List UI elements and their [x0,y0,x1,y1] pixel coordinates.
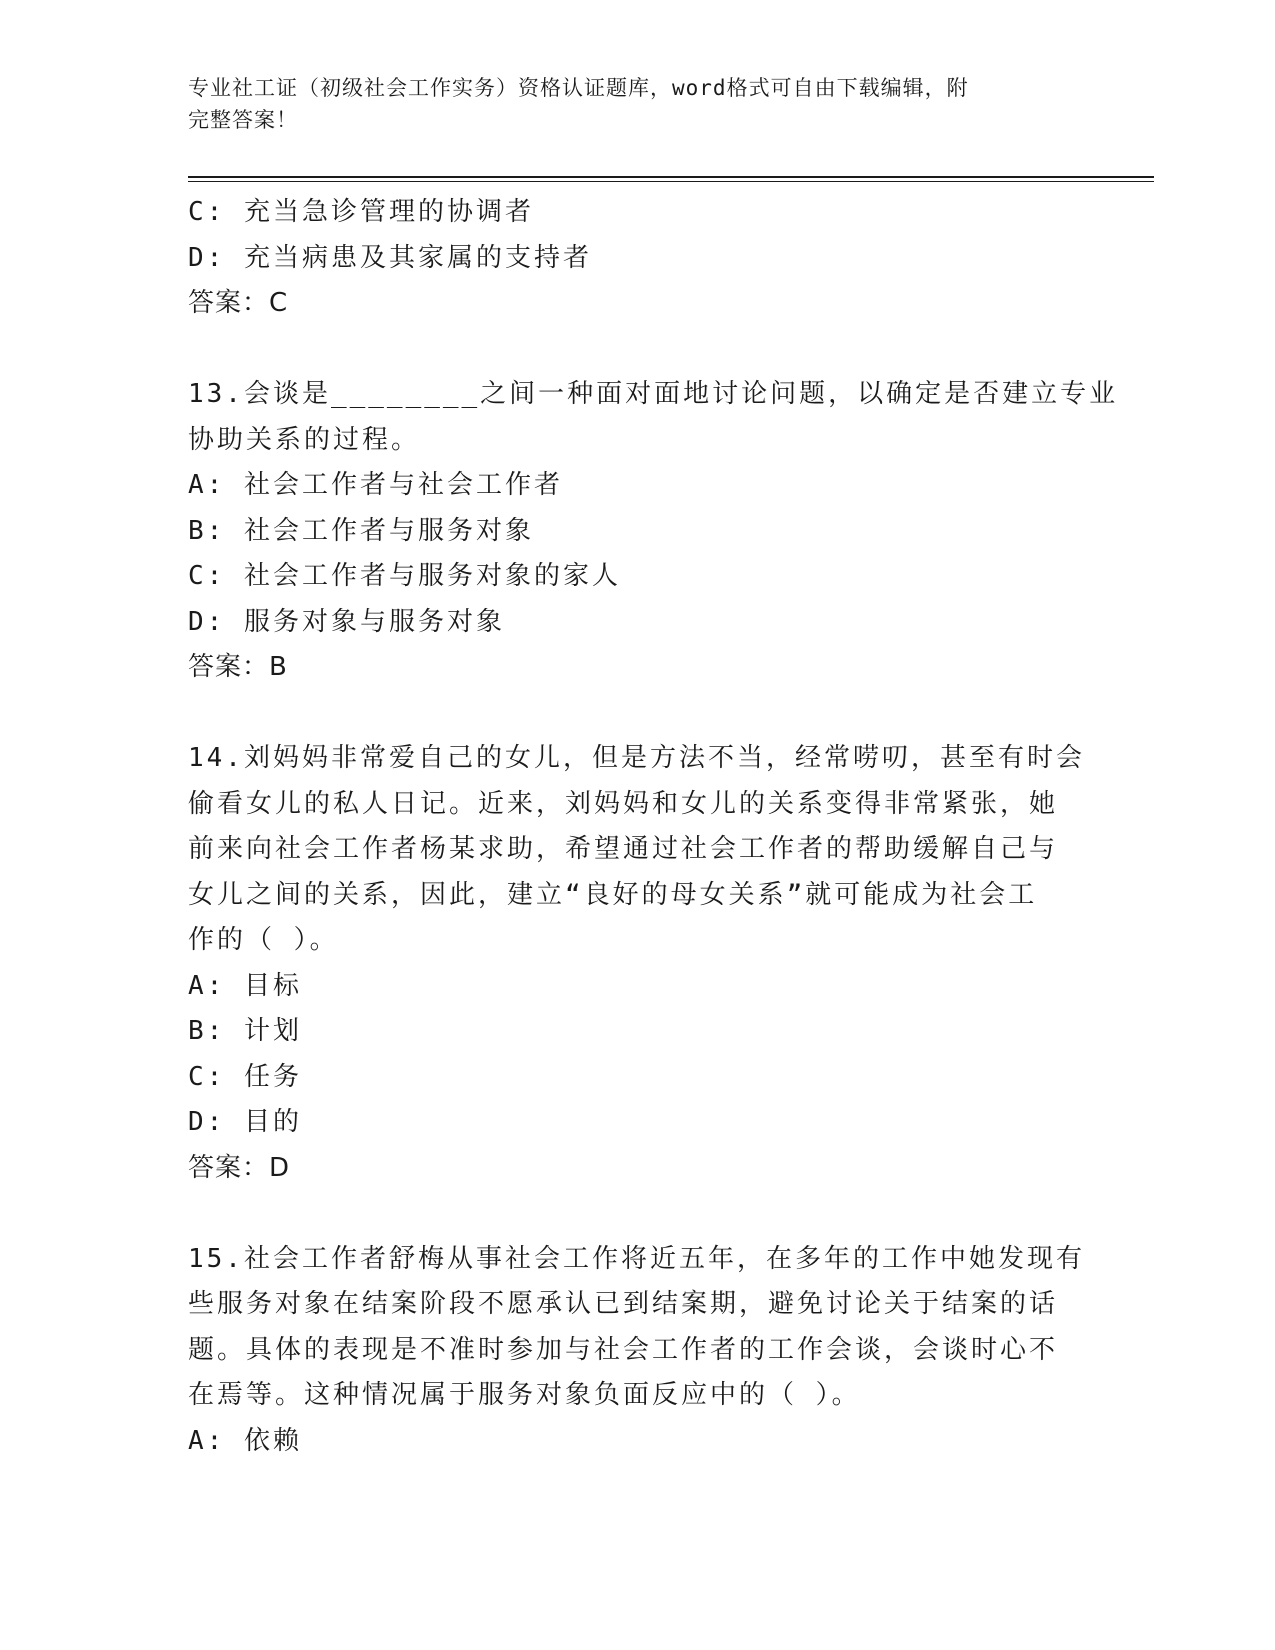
header-line-1: 专业社工证（初级社会工作实务）资格认证题库，word格式可自由下载编辑，附 [188,76,969,100]
option-a: A: 社会工作者与社会工作者 [188,470,563,500]
stem-line: 在焉等。这种情况属于服务对象负面反应中的（ ）。 [188,1380,861,1410]
option-c: C: 任务 [188,1061,302,1092]
answer-line: 答案：C [188,288,289,318]
stem-line: 14.刘妈妈非常爱自己的女儿，但是方法不当，经常唠叨，甚至有时会 [188,743,1085,773]
spacer [188,1191,1088,1237]
header-rule-thick [188,176,1154,178]
answer-line: 答案：B [188,652,288,682]
stem-line: 前来向社会工作者杨某求助，希望通过社会工作者的帮助缓解自己与 [188,834,1059,864]
option-c: C: 社会工作者与服务对象的家人 [188,561,621,591]
option-c: C: 充当急诊管理的协调者 [188,197,534,227]
option-b: B: 计划 [188,1016,302,1046]
question-stem [188,736,1088,964]
option-a: A: 目标 [188,970,302,1001]
option-d: D: 服务对象与服务对象 [188,606,505,637]
spacer [188,327,1088,373]
question-14 [188,736,1088,1191]
question-stem [188,372,1119,463]
stem-line: 15.社会工作者舒梅从事社会工作将近五年，在多年的工作中她发现有 [188,1243,1085,1274]
document-header [188,72,1068,136]
header-line-2: 完整答案！ [188,108,298,132]
question-13 [188,372,1119,691]
stem-line: 些服务对象在结案阶段不愿承认已到结案期，避免讨论关于结案的话 [188,1289,1059,1319]
answer-line: 答案：D [188,1152,291,1183]
option-b: B: 社会工作者与服务对象 [188,515,534,546]
stem-line: 协助关系的过程。 [188,424,421,455]
continued-question [188,190,1088,327]
stem-line: 13.会谈是________之间一种面对面地讨论问题，以确定是否建立专业 [188,379,1119,409]
option-a: A: 依赖 [188,1425,302,1456]
stem-line: 女儿之间的关系，因此，建立“良好的母女关系”就可能成为社会工 [188,879,1038,910]
spacer [188,691,1088,737]
stem-line: 题。具体的表现是不准时参加与社会工作者的工作会谈，会谈时心不 [188,1334,1059,1365]
stem-line: 偷看女儿的私人日记。近来，刘妈妈和女儿的关系变得非常紧张，她 [188,788,1059,819]
question-15 [188,1237,1088,1465]
question-stem [188,1237,1088,1419]
option-d: D: 目的 [188,1107,302,1137]
header-rule-thin [188,181,1154,182]
option-d: D: 充当病患及其家属的支持者 [188,242,592,273]
stem-line: 作的（ ）。 [188,925,339,955]
question-content [188,190,1119,1464]
